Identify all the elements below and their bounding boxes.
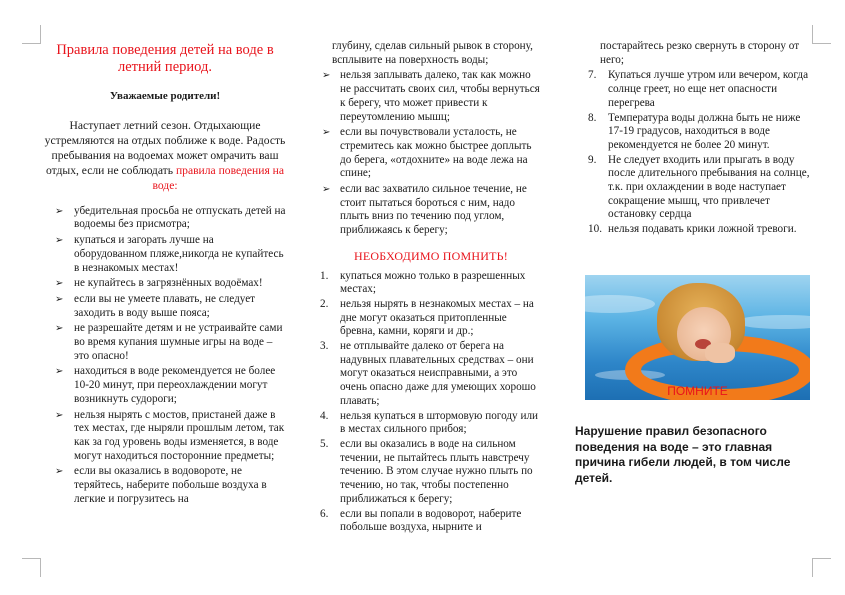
numbered-item: 8. Температура воды должна быть не ниже 17-19 градусов, находиться в воде рекомендуется не более 20 минут. xyxy=(588,111,801,151)
safety-warning: Нарушение правил безопасного поведения на воде – это главная причина гибели людей, в том числе детей. xyxy=(575,424,791,485)
must-remember-heading: НЕОБХОДИМО ПОМНИТЬ! xyxy=(354,248,508,263)
arrow-bullet-icon: ➢ xyxy=(322,184,331,196)
numbered-item: 5. если вы оказались в воде на сильном течении, не пытайтесь плыть навстречу течению. В этом случае нужно плыть по течению, но так, чтобы постепенно приближаться к берегу; xyxy=(320,437,533,505)
list-item: ➢ не купайтесь в загрязнённых водоёмах! xyxy=(55,277,263,290)
numbered-item: 10. нельзя подавать крики ложной тревоги. xyxy=(588,223,797,236)
list-item: ➢ если вы почувствовали усталость, не стремитесь как можно быстрее доплыть до берега, «отдохните» на воде лежа на спине; xyxy=(322,126,532,180)
arrow-bullet-icon: ➢ xyxy=(322,127,331,139)
arrow-bullet-icon: ➢ xyxy=(55,278,64,290)
list-item: ➢ нельзя заплывать далеко, так как можно не рассчитать своих сил, чтобы вернуться к берегу, что может привести к переутомлению мышц; xyxy=(322,69,540,123)
list-item: ➢ купаться и загорать лучше на оборудованном пляже,никогда не купайтесь в незнакомых местах! xyxy=(55,234,284,274)
intro-rules-link-text: правила поведения на воде: xyxy=(152,163,285,192)
list-item: ➢ не разрешайте детям и не устраивайте сами во время купания шумные игры на воде – это опасно! xyxy=(55,322,283,362)
list-item: ➢ если вы не умеете плавать, не следует заходить в воду выше пояса; xyxy=(55,292,256,319)
child-in-swim-ring-photo xyxy=(585,275,810,400)
crop-mark-bottom-right xyxy=(812,558,831,577)
arrow-bullet-icon: ➢ xyxy=(55,466,64,478)
arrow-bullet-icon: ➢ xyxy=(55,323,64,335)
list-item: ➢ находиться в воде рекомендуется не более 10-20 минут, при переохлаждении могут возникнуть судороги; xyxy=(55,365,276,405)
arrow-bullet-icon: ➢ xyxy=(55,366,64,378)
arrow-bullet-icon: ➢ xyxy=(322,70,331,82)
intro-paragraph xyxy=(42,118,288,193)
water-highlight xyxy=(735,315,810,329)
column-1 xyxy=(42,42,288,508)
column-3 xyxy=(588,40,810,238)
numbered-item: 2. нельзя нырять в незнакомых местах – на дне могут оказаться притопленные бревна, камни, коряги и др.; xyxy=(320,297,534,338)
rules-list xyxy=(42,205,288,507)
numbered-item: 6. если вы попали в водоворот, наберите побольше воздуха, нырните и xyxy=(320,507,522,534)
intro-text: Наступает летний сезон. Отдыхающие устремляются на отдых поближе к воде. Радость пребывания на водоемах может омрачить ваш отдых, если не соблюдать xyxy=(44,118,286,177)
continued-text: постарайтесь резко свернуть в сторону от него; xyxy=(600,40,800,66)
numbered-list xyxy=(320,270,542,535)
arrow-bullet-icon: ➢ xyxy=(55,409,64,421)
continued-text: глубину, сделав сильный рывок в сторону, всплывите на поверхность воды; xyxy=(332,40,533,66)
column-2 xyxy=(320,40,542,536)
numbered-item: 1. купаться можно только в разрешенных местах; xyxy=(320,269,526,296)
rules-list-continued xyxy=(320,69,542,237)
numbered-item: 3. не отплывайте далеко от берега на надувных плавательных средствах – они могут оказаться неисправными, а это очень опасно даже для умеющих хорошо плавать; xyxy=(320,340,536,407)
greeting: Уважаемые родители! xyxy=(109,90,221,102)
numbered-item: 4. нельзя купаться в штормовую погоду или в местах сильного прибоя; xyxy=(320,409,539,436)
numbered-item: 9. Не следует входить или прыгать в воду после длительного пребывания на солнце, т.к. при охлаждении в воде наступает сокращение мышц, что привлечет остановку сердца xyxy=(588,153,810,221)
child-hand xyxy=(705,343,735,363)
arrow-bullet-icon: ➢ xyxy=(55,293,64,305)
crop-mark-bottom-left xyxy=(22,558,41,577)
photo-caption: ПОМНИТЕ xyxy=(667,384,728,398)
arrow-bullet-icon: ➢ xyxy=(55,205,64,217)
document-title: Правила поведения детей на воде в летний период. xyxy=(56,42,274,75)
list-item: ➢ убедительная просьба не отпускать детей на водоемы без присмотра; xyxy=(55,204,286,231)
list-item: ➢ если вы оказались в водовороте, не теряйтесь, наберите побольше воздуха в легкие и погрузитесь на xyxy=(55,465,267,505)
arrow-bullet-icon: ➢ xyxy=(55,235,64,247)
list-item: ➢ нельзя нырять с мостов, пристаней даже в тех местах, где ныряли прошлым летом, так как за год уровень воды изменяется, в воде могут находиться посторонние предметы; xyxy=(55,408,285,462)
water-highlight xyxy=(585,295,655,313)
numbered-item: 7. Купаться лучше утром или вечером, когда солнце греет, но еще нет опасности перегрева xyxy=(588,69,809,109)
numbered-list-continued xyxy=(588,69,810,236)
crop-mark-top-right xyxy=(812,25,831,44)
crop-mark-top-left xyxy=(22,25,41,44)
list-item: ➢ если вас захватило сильное течение, не стоит пытаться бороться с ним, надо плыть вниз по течению под углом, приближаясь к берегу; xyxy=(322,183,527,237)
